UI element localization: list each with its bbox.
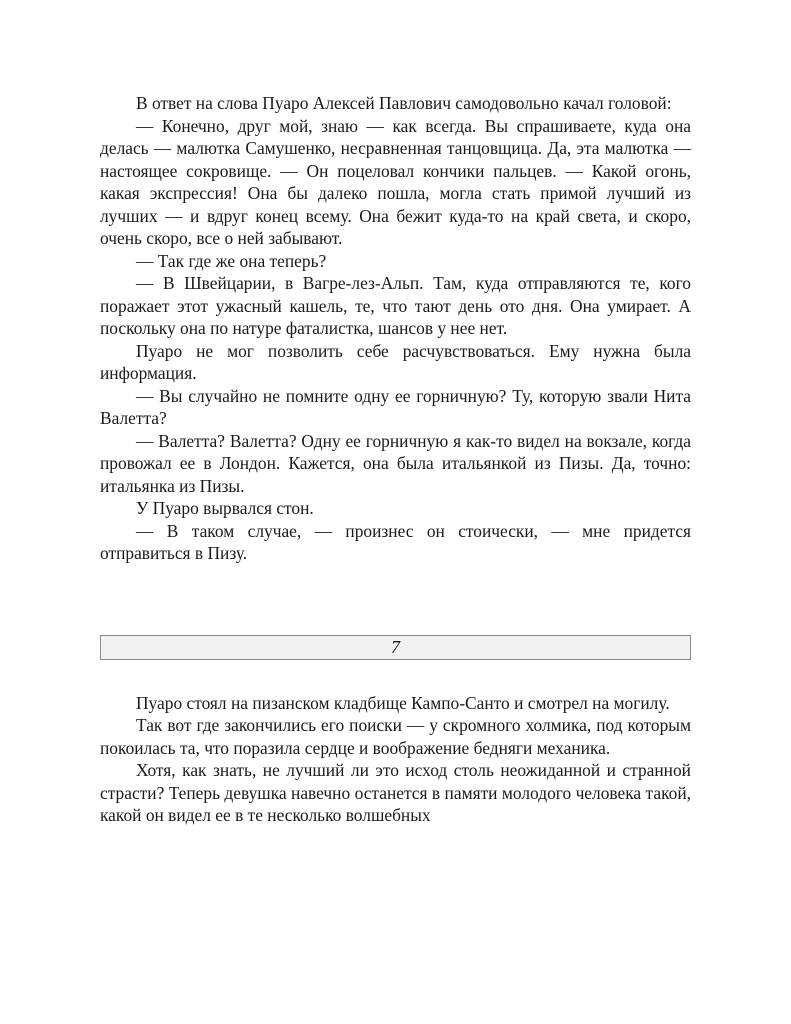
paragraph: Так вот где закончились его поиски — у скромного холмика, под которым покоилась та, что поразила сердце и воображение бедняги механика. — [100, 715, 691, 758]
paragraph: — Конечно, друг мой, знаю — как всегда. Вы спрашиваете, куда она делась — малютка Самушенко, несравненная танцовщица. Да, эта малютка — настоящее сокровище. — Он поцеловал кончики пальцев. — Какой огонь, какая экспрессия! Она бы далеко пошла, могла стать примой лучший из лучших — и вдруг конец всему. Она бежит куда-то на край света, и скоро, очень скоро, все о ней забывают. — [100, 115, 691, 248]
section-spacer — [100, 565, 691, 635]
paragraph: Хотя, как знать, не лучший ли это исход столь неожиданной и странной страсти? Теперь девушка навечно останется в памяти молодого человека такой, какой он видел ее в те несколько волшебных — [100, 760, 691, 825]
paragraph: — Вы случайно не помните одну ее горничную? Ту, которую звали Нита Валетта? — [100, 385, 691, 428]
section-spacer — [100, 660, 691, 692]
paragraph: — В таком случае, — произнес он стоически, — мне придется отправиться в Пизу. — [100, 520, 691, 563]
paragraph: — Валетта? Валетта? Одну ее горничную я как-то видел на вокзале, когда провожал ее в Лондон. Кажется, она была итальянкой из Пизы. Да, точно: итальянка из Пизы. — [100, 430, 691, 496]
chapter-number: 7 — [391, 636, 400, 657]
paragraph: — В Швейцарии, в Вагре-лез-Альп. Там, куда отправляются те, кого поражает этот ужасный кашель, те, что тают день ото дня. Она умирает. А поскольку она по натуре фаталистка, шансов у нее нет. — [100, 273, 691, 338]
paragraph: У Пуаро вырвался стон. — [136, 498, 314, 518]
paragraph: Пуаро не мог позволить себе расчувствоваться. Ему нужна была информация. — [100, 340, 691, 383]
chapter-heading — [100, 635, 691, 660]
paragraph: В ответ на слова Пуаро Алексей Павлович самодовольно качал головой: — [136, 93, 672, 113]
page-body — [100, 92, 691, 827]
paragraph: Пуаро стоял на пизанском кладбище Кампо-Санто и смотрел на могилу. — [136, 692, 670, 713]
paragraph: — Так где же она теперь? — [136, 250, 327, 271]
section-before-chapter — [100, 92, 691, 565]
section-after-chapter — [100, 692, 691, 827]
